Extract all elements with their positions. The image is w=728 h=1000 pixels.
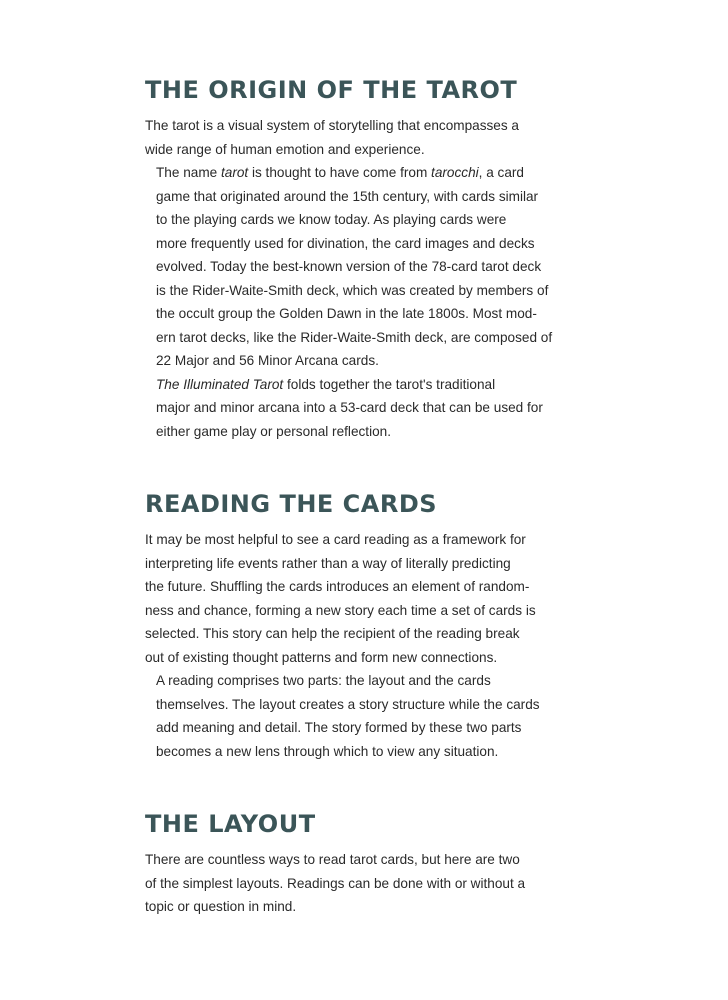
text-line: selected. This story can help the recipient of the reading break	[145, 626, 520, 641]
paragraph	[145, 161, 595, 373]
text-line: major and minor arcana into a 53-card deck that can be used for	[156, 400, 543, 415]
section-heading: THE ORIGIN OF THE TAROT	[145, 76, 518, 104]
paragraph	[145, 528, 595, 669]
document-page	[145, 75, 595, 919]
text-line: out of existing thought patterns and form new connections.	[145, 649, 498, 665]
text-line: to the playing cards we know today. As playing cards were	[156, 212, 507, 227]
text-line: ern tarot decks, like the Rider-Waite-Smith deck, are composed of	[156, 329, 553, 345]
text-line: of the simplest layouts. Readings can be done with or without a	[145, 875, 526, 891]
text-line: The name tarot is thought to have come from tarocchi, a card	[156, 165, 524, 180]
text-line: add meaning and detail. The story formed by these two parts	[156, 720, 522, 735]
text-line: ness and chance, forming a new story each time a set of cards is	[145, 602, 536, 618]
text-line: is the Rider-Waite-Smith deck, which was created by members of	[156, 282, 549, 298]
text-line: It may be most helpful to see a card reading as a framework for	[145, 532, 526, 547]
text-line: wide range of human emotion and experience.	[145, 141, 425, 157]
paragraph	[145, 848, 595, 919]
paragraph	[145, 114, 595, 161]
section-heading: READING THE CARDS	[145, 490, 438, 518]
text-line: the occult group the Golden Dawn in the late 1800s. Most mod-	[156, 306, 537, 321]
text-line: either game play or personal reflection.	[156, 423, 391, 439]
section-heading: THE LAYOUT	[145, 810, 316, 838]
text-line: A reading comprises two parts: the layout and the cards	[156, 673, 491, 688]
section-origin-of-tarot	[145, 75, 595, 443]
paragraph	[145, 373, 595, 444]
text-line: 22 Major and 56 Minor Arcana cards.	[156, 353, 379, 368]
section-the-layout	[145, 809, 595, 919]
text-line: topic or question in mind.	[145, 899, 297, 914]
text-line: game that originated around the 15th century, with cards similar	[156, 188, 539, 204]
text-line: themselves. The layout creates a story structure while the cards	[156, 696, 540, 712]
text-line: The tarot is a visual system of storytelling that encompasses a	[145, 118, 519, 133]
text-line: evolved. Today the best-known version of the 78-card tarot deck	[156, 259, 542, 274]
section-reading-the-cards	[145, 489, 595, 763]
text-line: more frequently used for divination, the card images and decks	[156, 235, 535, 251]
text-line: interpreting life events rather than a way of literally predicting	[145, 555, 511, 571]
text-line: the future. Shuffling the cards introduces an element of random-	[145, 579, 530, 594]
text-line: The Illuminated Tarot folds together the tarot's traditional	[156, 376, 496, 392]
paragraph	[145, 669, 595, 763]
text-line: There are countless ways to read tarot cards, but here are two	[145, 852, 520, 867]
text-line: becomes a new lens through which to view any situation.	[156, 743, 499, 759]
